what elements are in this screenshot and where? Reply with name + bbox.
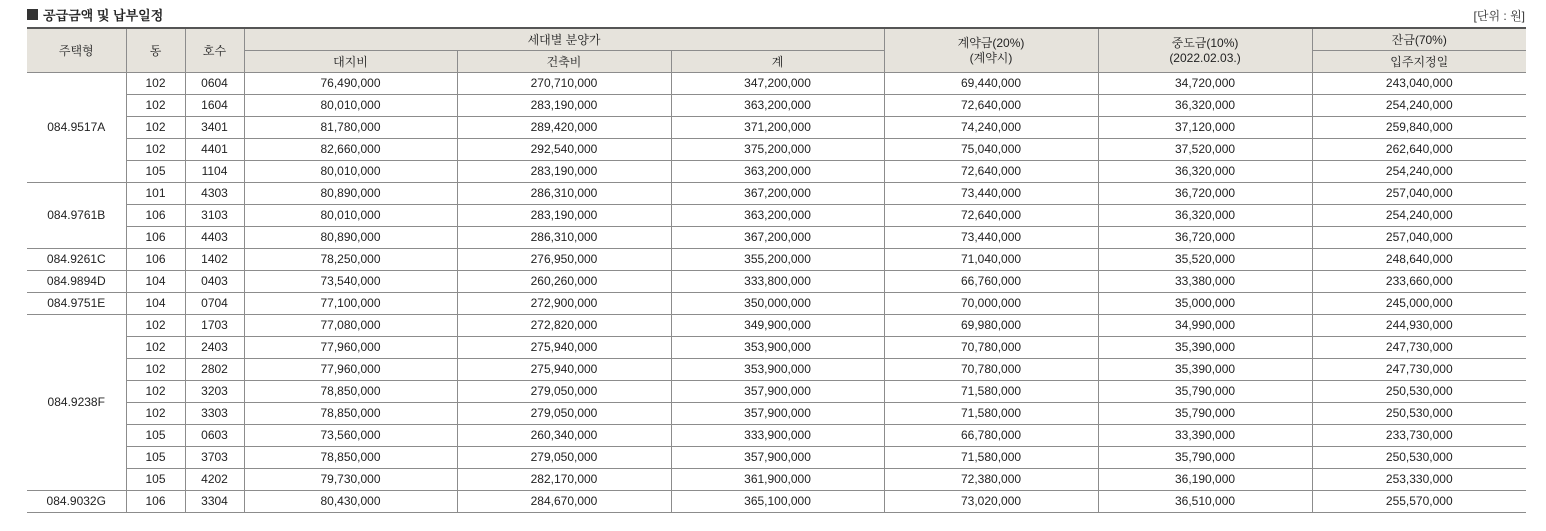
cell-ho: 1104 bbox=[185, 161, 244, 183]
cell-dong: 102 bbox=[126, 95, 185, 117]
cell-deposit: 69,980,000 bbox=[884, 315, 1098, 337]
cell-ho: 3203 bbox=[185, 381, 244, 403]
header-deposit-line2: (계약시) bbox=[969, 50, 1013, 65]
cell-dong: 101 bbox=[126, 183, 185, 205]
cell-middle: 35,000,000 bbox=[1098, 293, 1312, 315]
cell-ho: 4403 bbox=[185, 227, 244, 249]
cell-building: 260,340,000 bbox=[457, 425, 671, 447]
cell-balance: 253,330,000 bbox=[1312, 469, 1526, 491]
cell-ho: 4303 bbox=[185, 183, 244, 205]
cell-middle: 35,390,000 bbox=[1098, 359, 1312, 381]
cell-deposit: 72,380,000 bbox=[884, 469, 1098, 491]
cell-ho: 1604 bbox=[185, 95, 244, 117]
cell-building: 275,940,000 bbox=[457, 337, 671, 359]
cell-total: 353,900,000 bbox=[671, 337, 884, 359]
cell-deposit: 71,580,000 bbox=[884, 403, 1098, 425]
cell-ho: 1402 bbox=[185, 249, 244, 271]
cell-total: 361,900,000 bbox=[671, 469, 884, 491]
header-deposit-line1: 계약금(20%) bbox=[957, 35, 1025, 50]
cell-total: 363,200,000 bbox=[671, 205, 884, 227]
cell-total: 363,200,000 bbox=[671, 161, 884, 183]
price-schedule-table bbox=[27, 27, 1526, 513]
cell-balance: 262,640,000 bbox=[1312, 139, 1526, 161]
cell-building: 260,260,000 bbox=[457, 271, 671, 293]
cell-ho: 2802 bbox=[185, 359, 244, 381]
cell-deposit: 75,040,000 bbox=[884, 139, 1098, 161]
cell-ho: 0403 bbox=[185, 271, 244, 293]
cell-unit-type: 084.9761B bbox=[27, 183, 126, 249]
cell-dong: 105 bbox=[126, 447, 185, 469]
cell-total: 357,900,000 bbox=[671, 403, 884, 425]
cell-middle: 35,790,000 bbox=[1098, 381, 1312, 403]
cell-land: 80,890,000 bbox=[244, 183, 457, 205]
cell-total: 371,200,000 bbox=[671, 117, 884, 139]
cell-middle: 37,520,000 bbox=[1098, 139, 1312, 161]
cell-building: 286,310,000 bbox=[457, 227, 671, 249]
cell-land: 78,250,000 bbox=[244, 249, 457, 271]
cell-deposit: 72,640,000 bbox=[884, 205, 1098, 227]
cell-ho: 3103 bbox=[185, 205, 244, 227]
cell-dong: 102 bbox=[126, 359, 185, 381]
cell-deposit: 71,580,000 bbox=[884, 447, 1098, 469]
cell-land: 79,730,000 bbox=[244, 469, 457, 491]
cell-ho: 3303 bbox=[185, 403, 244, 425]
cell-middle: 37,120,000 bbox=[1098, 117, 1312, 139]
cell-land: 78,850,000 bbox=[244, 381, 457, 403]
cell-balance: 233,730,000 bbox=[1312, 425, 1526, 447]
cell-ho: 2403 bbox=[185, 337, 244, 359]
cell-total: 367,200,000 bbox=[671, 183, 884, 205]
cell-ho: 3304 bbox=[185, 491, 244, 513]
cell-deposit: 66,760,000 bbox=[884, 271, 1098, 293]
header-balance: 잔금(70%) bbox=[1312, 28, 1526, 51]
cell-land: 73,560,000 bbox=[244, 425, 457, 447]
header-type: 주택형 bbox=[27, 28, 126, 73]
cell-building: 279,050,000 bbox=[457, 403, 671, 425]
table-row bbox=[27, 117, 1526, 139]
cell-ho: 4401 bbox=[185, 139, 244, 161]
cell-balance: 248,640,000 bbox=[1312, 249, 1526, 271]
table-row bbox=[27, 425, 1526, 447]
cell-building: 282,170,000 bbox=[457, 469, 671, 491]
cell-dong: 105 bbox=[126, 469, 185, 491]
cell-middle: 36,720,000 bbox=[1098, 183, 1312, 205]
cell-ho: 4202 bbox=[185, 469, 244, 491]
cell-balance: 233,660,000 bbox=[1312, 271, 1526, 293]
cell-balance: 257,040,000 bbox=[1312, 227, 1526, 249]
cell-total: 353,900,000 bbox=[671, 359, 884, 381]
table-row bbox=[27, 447, 1526, 469]
cell-deposit: 73,440,000 bbox=[884, 227, 1098, 249]
cell-building: 283,190,000 bbox=[457, 205, 671, 227]
cell-land: 77,960,000 bbox=[244, 337, 457, 359]
table-row bbox=[27, 95, 1526, 117]
cell-building: 286,310,000 bbox=[457, 183, 671, 205]
table-row bbox=[27, 161, 1526, 183]
cell-deposit: 73,020,000 bbox=[884, 491, 1098, 513]
cell-unit-type: 084.9751E bbox=[27, 293, 126, 315]
cell-building: 283,190,000 bbox=[457, 161, 671, 183]
cell-balance: 250,530,000 bbox=[1312, 381, 1526, 403]
cell-dong: 102 bbox=[126, 139, 185, 161]
cell-total: 350,000,000 bbox=[671, 293, 884, 315]
cell-unit-type: 084.9238F bbox=[27, 315, 126, 491]
header-balance-date: 입주지정일 bbox=[1312, 51, 1526, 73]
cell-deposit: 71,580,000 bbox=[884, 381, 1098, 403]
cell-balance: 244,930,000 bbox=[1312, 315, 1526, 337]
cell-dong: 105 bbox=[126, 425, 185, 447]
cell-land: 73,540,000 bbox=[244, 271, 457, 293]
cell-land: 77,080,000 bbox=[244, 315, 457, 337]
cell-deposit: 70,000,000 bbox=[884, 293, 1098, 315]
cell-building: 279,050,000 bbox=[457, 447, 671, 469]
cell-building: 272,900,000 bbox=[457, 293, 671, 315]
header-dong: 동 bbox=[126, 28, 185, 73]
table-row bbox=[27, 403, 1526, 425]
cell-unit-type: 084.9032G bbox=[27, 491, 126, 513]
table-row bbox=[27, 491, 1526, 513]
unit-label: [단위 : 원] bbox=[1473, 9, 1525, 23]
cell-balance: 247,730,000 bbox=[1312, 359, 1526, 381]
table-row bbox=[27, 359, 1526, 381]
table-row bbox=[27, 205, 1526, 227]
cell-total: 333,800,000 bbox=[671, 271, 884, 293]
cell-balance: 250,530,000 bbox=[1312, 447, 1526, 469]
cell-middle: 35,390,000 bbox=[1098, 337, 1312, 359]
cell-balance: 257,040,000 bbox=[1312, 183, 1526, 205]
table-row bbox=[27, 315, 1526, 337]
cell-building: 275,940,000 bbox=[457, 359, 671, 381]
cell-land: 80,890,000 bbox=[244, 227, 457, 249]
cell-land: 80,010,000 bbox=[244, 95, 457, 117]
cell-land: 77,100,000 bbox=[244, 293, 457, 315]
cell-total: 357,900,000 bbox=[671, 381, 884, 403]
section-title-text: 공급금액 및 납부일정 bbox=[43, 8, 164, 23]
cell-dong: 102 bbox=[126, 117, 185, 139]
section-title bbox=[27, 5, 163, 24]
cell-dong: 106 bbox=[126, 205, 185, 227]
cell-middle: 34,990,000 bbox=[1098, 315, 1312, 337]
cell-land: 77,960,000 bbox=[244, 359, 457, 381]
cell-deposit: 74,240,000 bbox=[884, 117, 1098, 139]
cell-deposit: 69,440,000 bbox=[884, 73, 1098, 95]
square-bullet-icon bbox=[27, 9, 38, 20]
cell-middle: 36,720,000 bbox=[1098, 227, 1312, 249]
cell-ho: 0603 bbox=[185, 425, 244, 447]
cell-dong: 106 bbox=[126, 227, 185, 249]
cell-total: 347,200,000 bbox=[671, 73, 884, 95]
header-price-group: 세대별 분양가 bbox=[244, 28, 884, 51]
cell-deposit: 71,040,000 bbox=[884, 249, 1098, 271]
table-row bbox=[27, 293, 1526, 315]
table-row bbox=[27, 73, 1526, 95]
cell-land: 80,010,000 bbox=[244, 161, 457, 183]
cell-balance: 254,240,000 bbox=[1312, 205, 1526, 227]
cell-balance: 255,570,000 bbox=[1312, 491, 1526, 513]
cell-deposit: 70,780,000 bbox=[884, 359, 1098, 381]
cell-balance: 259,840,000 bbox=[1312, 117, 1526, 139]
cell-middle: 33,380,000 bbox=[1098, 271, 1312, 293]
cell-total: 365,100,000 bbox=[671, 491, 884, 513]
cell-dong: 102 bbox=[126, 315, 185, 337]
header-ho: 호수 bbox=[185, 28, 244, 73]
cell-deposit: 72,640,000 bbox=[884, 95, 1098, 117]
cell-balance: 247,730,000 bbox=[1312, 337, 1526, 359]
table-row bbox=[27, 337, 1526, 359]
cell-dong: 102 bbox=[126, 381, 185, 403]
cell-total: 367,200,000 bbox=[671, 227, 884, 249]
cell-total: 349,900,000 bbox=[671, 315, 884, 337]
cell-total: 363,200,000 bbox=[671, 95, 884, 117]
cell-unit-type: 084.9894D bbox=[27, 271, 126, 293]
cell-land: 80,010,000 bbox=[244, 205, 457, 227]
cell-land: 76,490,000 bbox=[244, 73, 457, 95]
cell-deposit: 72,640,000 bbox=[884, 161, 1098, 183]
cell-building: 272,820,000 bbox=[457, 315, 671, 337]
cell-land: 78,850,000 bbox=[244, 447, 457, 469]
cell-building: 276,950,000 bbox=[457, 249, 671, 271]
cell-dong: 105 bbox=[126, 161, 185, 183]
cell-middle: 34,720,000 bbox=[1098, 73, 1312, 95]
header-land: 대지비 bbox=[244, 51, 457, 73]
table-body bbox=[27, 73, 1526, 513]
table-row bbox=[27, 381, 1526, 403]
cell-building: 283,190,000 bbox=[457, 95, 671, 117]
cell-total: 333,900,000 bbox=[671, 425, 884, 447]
cell-total: 357,900,000 bbox=[671, 447, 884, 469]
cell-balance: 250,530,000 bbox=[1312, 403, 1526, 425]
table-row bbox=[27, 183, 1526, 205]
cell-balance: 243,040,000 bbox=[1312, 73, 1526, 95]
cell-land: 80,430,000 bbox=[244, 491, 457, 513]
cell-ho: 0704 bbox=[185, 293, 244, 315]
cell-middle: 36,320,000 bbox=[1098, 95, 1312, 117]
header-middle bbox=[1098, 28, 1312, 73]
table-row bbox=[27, 139, 1526, 161]
cell-middle: 36,190,000 bbox=[1098, 469, 1312, 491]
cell-ho: 0604 bbox=[185, 73, 244, 95]
cell-dong: 104 bbox=[126, 271, 185, 293]
cell-middle: 35,790,000 bbox=[1098, 447, 1312, 469]
cell-dong: 102 bbox=[126, 337, 185, 359]
header-total: 계 bbox=[671, 51, 884, 73]
header-middle-line1: 중도금(10%) bbox=[1171, 35, 1239, 50]
cell-total: 375,200,000 bbox=[671, 139, 884, 161]
cell-deposit: 73,440,000 bbox=[884, 183, 1098, 205]
cell-middle: 33,390,000 bbox=[1098, 425, 1312, 447]
cell-ho: 3401 bbox=[185, 117, 244, 139]
cell-dong: 104 bbox=[126, 293, 185, 315]
cell-building: 284,670,000 bbox=[457, 491, 671, 513]
cell-balance: 254,240,000 bbox=[1312, 161, 1526, 183]
cell-building: 292,540,000 bbox=[457, 139, 671, 161]
table-row bbox=[27, 227, 1526, 249]
cell-balance: 245,000,000 bbox=[1312, 293, 1526, 315]
cell-land: 82,660,000 bbox=[244, 139, 457, 161]
cell-deposit: 66,780,000 bbox=[884, 425, 1098, 447]
cell-building: 289,420,000 bbox=[457, 117, 671, 139]
header-building: 건축비 bbox=[457, 51, 671, 73]
cell-dong: 102 bbox=[126, 73, 185, 95]
table-row bbox=[27, 249, 1526, 271]
cell-building: 279,050,000 bbox=[457, 381, 671, 403]
cell-middle: 35,520,000 bbox=[1098, 249, 1312, 271]
cell-middle: 35,790,000 bbox=[1098, 403, 1312, 425]
cell-building: 270,710,000 bbox=[457, 73, 671, 95]
header-deposit bbox=[884, 28, 1098, 73]
cell-balance: 254,240,000 bbox=[1312, 95, 1526, 117]
header-middle-line2: (2022.02.03.) bbox=[1169, 50, 1241, 65]
cell-land: 81,780,000 bbox=[244, 117, 457, 139]
cell-total: 355,200,000 bbox=[671, 249, 884, 271]
cell-ho: 1703 bbox=[185, 315, 244, 337]
cell-middle: 36,510,000 bbox=[1098, 491, 1312, 513]
cell-dong: 106 bbox=[126, 491, 185, 513]
cell-dong: 106 bbox=[126, 249, 185, 271]
cell-middle: 36,320,000 bbox=[1098, 161, 1312, 183]
cell-land: 78,850,000 bbox=[244, 403, 457, 425]
table-row bbox=[27, 271, 1526, 293]
cell-unit-type: 084.9261C bbox=[27, 249, 126, 271]
cell-deposit: 70,780,000 bbox=[884, 337, 1098, 359]
cell-ho: 3703 bbox=[185, 447, 244, 469]
cell-middle: 36,320,000 bbox=[1098, 205, 1312, 227]
table-row bbox=[27, 469, 1526, 491]
cell-unit-type: 084.9517A bbox=[27, 73, 126, 183]
cell-dong: 102 bbox=[126, 403, 185, 425]
